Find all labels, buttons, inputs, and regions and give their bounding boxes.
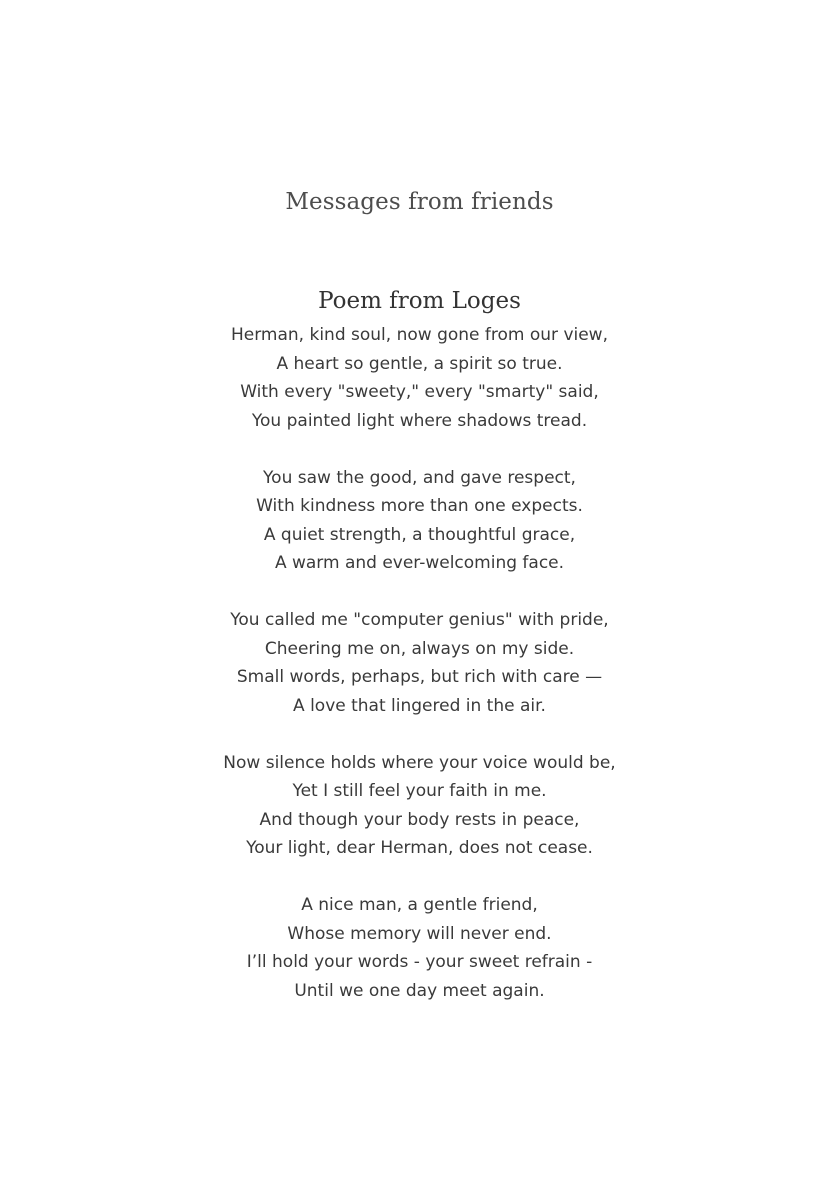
poem-line: A warm and ever-welcoming face. xyxy=(274,553,565,573)
poem-line: A heart so gentle, a spirit so true. xyxy=(276,353,563,374)
poem-line: You saw the good, and gave respect, xyxy=(263,467,576,488)
poem-stanza xyxy=(0,606,839,720)
poem-stanza xyxy=(0,891,839,1005)
poem-line: A nice man, a gentle friend, xyxy=(301,895,538,915)
poem-line: With every "sweety," every "smarty" said, xyxy=(240,382,599,402)
poem-line: You called me "computer genius" with pride, xyxy=(230,610,609,630)
poem-body xyxy=(0,321,839,1034)
poem-line: Until we one day meet again. xyxy=(294,980,545,1001)
poem-line: And though your body rests in peace, xyxy=(259,809,580,830)
poem-line: A quiet strength, a thoughtful grace, xyxy=(263,524,576,545)
poem-title: Poem from Loges xyxy=(318,288,521,314)
poem-stanza xyxy=(0,749,839,863)
poem-stanza xyxy=(0,321,839,435)
poem-stanza xyxy=(0,464,839,578)
section-heading: Messages from friends xyxy=(285,189,554,215)
poem-line: I’ll hold your words - your sweet refrain - xyxy=(246,952,593,972)
poem-line: Yet I still feel your faith in me. xyxy=(292,781,547,801)
poem-line: A love that lingered in the air. xyxy=(293,695,546,716)
poem-line: Now silence holds where your voice would be, xyxy=(223,752,616,773)
poem-line: Cheering me on, always on my side. xyxy=(264,638,575,659)
poem-line: Whose memory will never end. xyxy=(287,923,552,944)
poem-line: Your light, dear Herman, does not cease. xyxy=(246,838,593,858)
poem-line: Small words, perhaps, but rich with care — xyxy=(236,667,603,687)
poem-line: You painted light where shadows tread. xyxy=(251,410,588,431)
poem-line: Herman, kind soul, now gone from our view, xyxy=(231,325,608,345)
poem-line: With kindness more than one expects. xyxy=(256,496,583,516)
